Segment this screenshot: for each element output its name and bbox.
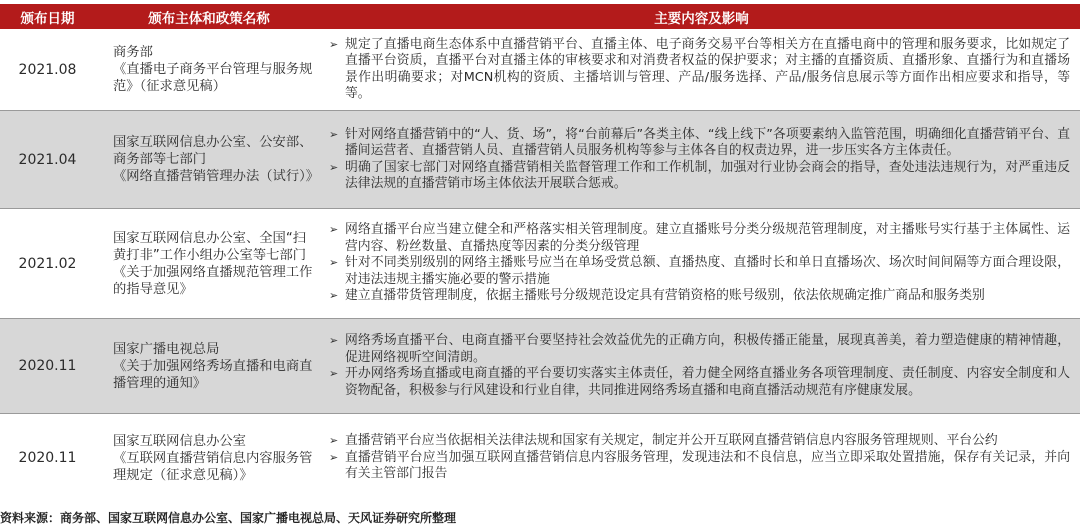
arrow-bullet-icon: ➢ [329,37,339,51]
issuer-name: 商务部 [113,45,153,60]
row-date: 2021.04 [18,151,77,168]
row-content [323,414,1080,502]
policy-name: 《互联网直播营销信息内容服务管理规定（征求意见稿）》 [113,450,313,483]
row-date: 2021.08 [18,61,77,78]
content-point: ➢ 网络直播平台应当建立健全和严格落实相关管理制度。建立直播账号分类分级规范管理制度，对主播账号实行基于主体属性、运营内容、粉丝数量、直播热度等因素的分类分级管理 [329,222,1070,254]
issuer-name: 国家互联网信息办公室、公安部、商务部等七部门 [113,135,313,167]
arrow-bullet-icon: ➢ [329,223,339,237]
issuer-name: 国家广播电视总局 [113,341,220,357]
content-point: ➢ 网络秀场直播平台、电商直播平台要坚持社会效益优先的正确方向，积极传播正能量，展现真善美，着力塑造健康的精神情趣，促进网络视听空间清朗。 [329,333,1070,365]
arrow-bullet-icon: ➢ [329,127,339,141]
content-point: ➢ 直播营销平台应当加强互联网直播营销信息内容服务管理，发现违法和不良信息，应当立即采取处置措施，保存有关记录，并向有关主管部门报告 [329,449,1070,482]
row-content [323,111,1080,208]
table-row [0,414,1080,502]
content-point: ➢ 建立直播带货管理制度，依据主播账号分级规范设定具有营销资格的账号级别，依法依规确定推广商品和服务类别 [329,288,985,304]
arrow-bullet-icon: ➢ [329,289,339,303]
policy-name: 《网络直播营销管理办法（试行）》 [113,169,320,184]
policy-table [0,4,1080,502]
row-issuer [95,414,323,502]
content-point: ➢ 直播营销平台应当依据相关法律法规和国家有关规定，制定并公开互联网直播营销信息内容服务管理规则、平台公约 [329,433,998,449]
arrow-bullet-icon: ➢ [329,434,339,448]
row-issuer [95,319,323,413]
row-issuer [95,111,323,208]
table-row [0,29,1080,111]
content-point: ➢ 规定了直播电商生态体系中直播营销平台、直播主体、电子商务交易平台等相关方在直播电商中的管理和服务要求，比如规定了直播平台资质，直播平台对直播主体的审核要求和对消费者权益的保护要求；对主播的直播资质、直播形象、直播行为和直播场景作出明确要求；对MCN机构的资质、主播培训与管理、产品/服务选择、产品/服务信息展示等方面作出相应要求和指导，等等。 [329,36,1070,101]
issuer-name: 国家互联网信息办公室 [113,433,246,449]
source-note: 资料来源：商务部、国家互联网信息办公室、国家广播电视总局、天风证券研究所整理 [0,511,457,525]
table-row [0,209,1080,319]
row-date: 2020.11 [18,358,77,374]
header-content: 主要内容及影响 [654,10,749,27]
header-date: 颁布日期 [20,10,75,27]
policy-name: 《直播电子商务平台管理与服务规范》（征求意见稿） [113,62,313,94]
arrow-bullet-icon: ➢ [329,256,339,270]
row-date: 2021.02 [18,255,77,272]
row-issuer [95,29,323,110]
row-issuer [95,209,323,318]
content-point: ➢ 明确了国家七部门对网络直播营销相关监督管理工作和工作机制，加强对行业协会商会的指导，查处违法违规行为，对严重违反法律法规的直播营销市场主体依法开展联合惩戒。 [329,159,1070,191]
arrow-bullet-icon: ➢ [329,367,339,380]
arrow-bullet-icon: ➢ [329,450,339,464]
row-content [323,209,1080,318]
content-point: ➢ 针对网络直播营销中的“人、货、场”，将“台前幕后”各类主体、“线上线下”各项要素纳入监管范围，明确细化直播营销平台、直播间运营者、直播营销人员、直播营销人员服务机构等参与主体各自的权责边界，进一步压实各方主体责任。 [329,126,1070,158]
content-point: ➢ 针对不同类别级别的网络主播账号应当在单场受赏总额、直播热度、直播时长和单日直播场次、场次时间间隔等方面合理设限，对违法违规主播实施必要的警示措施 [329,255,1070,287]
header-issuer: 颁布主体和政策名称 [148,10,270,27]
row-content [323,29,1080,110]
policy-name: 《关于加强网络直播规范管理工作的指导意见》 [113,264,313,297]
arrow-bullet-icon: ➢ [329,160,339,174]
row-date: 2020.11 [18,450,77,466]
table-row [0,111,1080,209]
content-point: ➢ 开办网络秀场直播或电商直播的平台要切实落实主体责任，着力健全网络直播业务各项管理制度、责任制度、内容安全制度和人资物配备，积极参与行风建设和行业自律，共同推进网络秀场直播和电商直播活动规范有序健康发展。 [329,366,1070,398]
row-content [323,319,1080,413]
table-row [0,319,1080,414]
issuer-name: 国家互联网信息办公室、全国“扫黄打非”工作小组办公室等七部门 [113,230,307,263]
policy-name: 《关于加强网络秀场直播和电商直播管理的通知》 [113,358,313,391]
table-header [0,4,1080,29]
arrow-bullet-icon: ➢ [329,334,339,347]
